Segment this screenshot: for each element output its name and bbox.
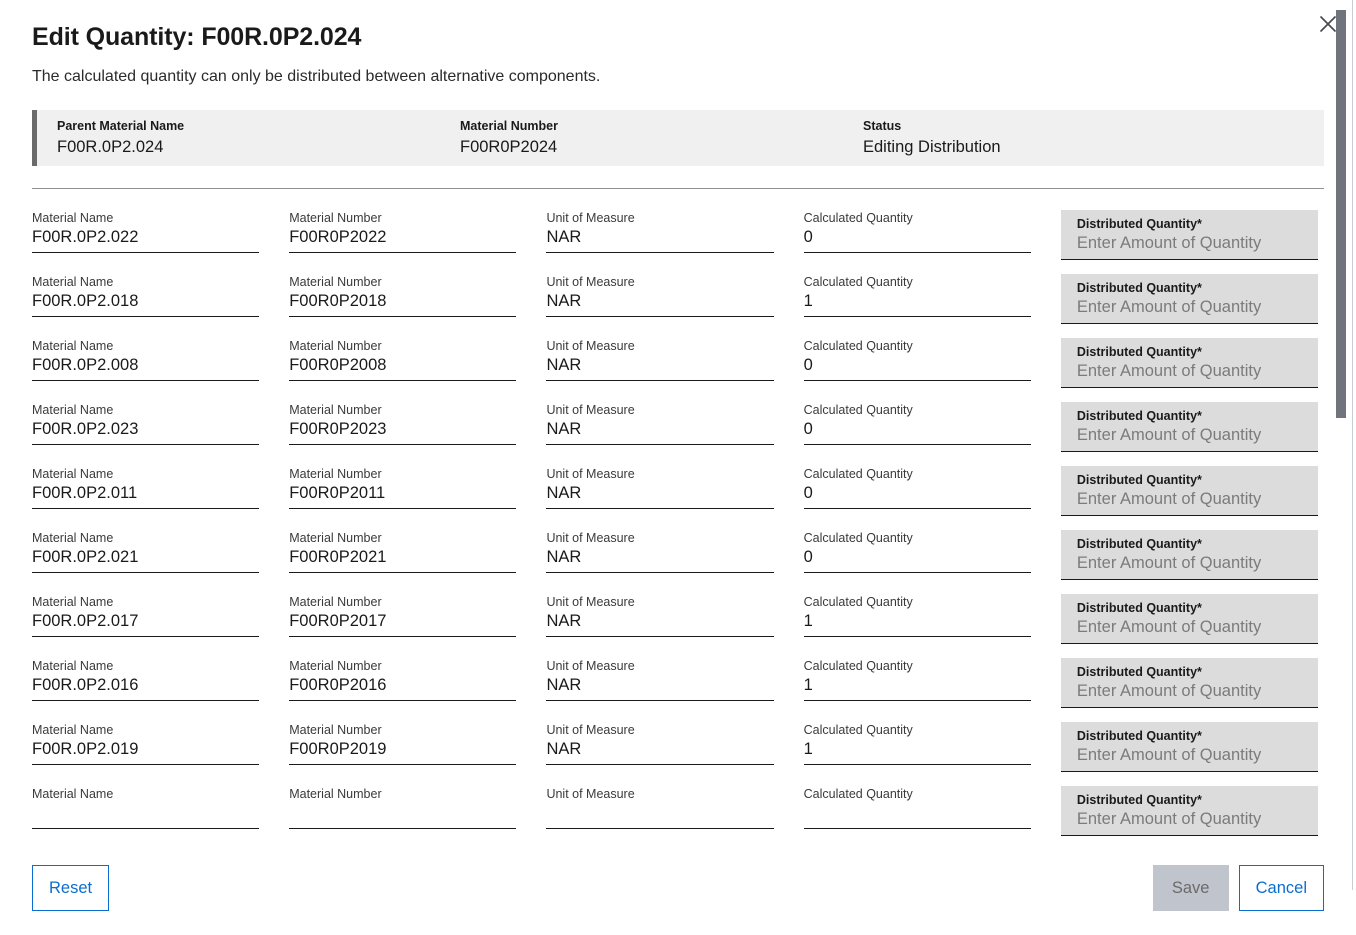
dialog-subtitle: The calculated quantity can only be distributed between alternative components. xyxy=(32,68,601,85)
cell-material-number xyxy=(289,393,546,457)
cell-unit-of-measure xyxy=(546,585,803,649)
material-number-field xyxy=(289,722,516,765)
calculated-quantity-label: Calculated Quantity xyxy=(803,211,913,225)
cell-calculated-quantity xyxy=(804,521,1061,585)
reset-button[interactable]: Reset xyxy=(32,865,109,911)
table-row xyxy=(32,457,1332,521)
distributed-quantity-label: Distributed Quantity* xyxy=(1076,473,1202,487)
table-row xyxy=(32,393,1332,457)
calculated-quantity-field xyxy=(804,658,1031,701)
unit-of-measure-field xyxy=(546,466,773,509)
material-name-value: F00R.0P2.011 xyxy=(32,484,138,502)
material-number-value xyxy=(289,802,516,825)
scrollbar-thumb[interactable] xyxy=(1336,10,1346,418)
cell-material-number xyxy=(289,585,546,649)
unit-of-measure-value: NAR xyxy=(546,292,582,310)
cancel-button[interactable]: Cancel xyxy=(1239,865,1324,911)
unit-of-measure-value: NAR xyxy=(546,228,582,246)
unit-of-measure-value: NAR xyxy=(546,612,582,630)
distributed-quantity-field[interactable] xyxy=(1061,466,1318,516)
calculated-quantity-label: Calculated Quantity xyxy=(803,403,913,417)
distributed-quantity-label: Distributed Quantity* xyxy=(1076,217,1202,231)
material-name-value: F00R.0P2.019 xyxy=(32,740,139,758)
cell-material-number xyxy=(289,329,546,393)
distributed-quantity-label: Distributed Quantity* xyxy=(1076,729,1202,743)
calculated-quantity-field xyxy=(804,466,1031,509)
dialog-footer xyxy=(0,841,1356,935)
material-name-value: F00R.0P2.021 xyxy=(32,548,139,566)
cell-unit-of-measure xyxy=(546,713,803,777)
cell-material-name xyxy=(32,649,289,713)
unit-of-measure-label: Unit of Measure xyxy=(546,531,635,545)
calculated-quantity-label: Calculated Quantity xyxy=(803,275,913,289)
material-number-label: Material Number xyxy=(289,531,382,545)
distributed-quantity-input[interactable] xyxy=(1077,680,1302,703)
unit-of-measure-value xyxy=(546,802,773,825)
parent-info-strip xyxy=(32,110,1324,166)
unit-of-measure-value: NAR xyxy=(546,420,582,438)
material-name-label: Material Name xyxy=(32,467,114,481)
unit-of-measure-value: NAR xyxy=(546,548,582,566)
unit-of-measure-field xyxy=(546,722,773,765)
cell-unit-of-measure xyxy=(546,201,803,265)
cell-distributed-quantity xyxy=(1061,393,1332,457)
calculated-quantity-label: Calculated Quantity xyxy=(803,595,913,609)
material-number-field xyxy=(289,594,516,637)
calculated-quantity-field xyxy=(804,594,1031,637)
calculated-quantity-label: Calculated Quantity xyxy=(803,787,913,801)
unit-of-measure-value: NAR xyxy=(546,676,582,694)
unit-of-measure-label: Unit of Measure xyxy=(546,403,635,417)
distributed-quantity-field[interactable] xyxy=(1061,722,1318,772)
material-number-value: F00R0P2016 xyxy=(289,676,387,694)
material-name-field xyxy=(32,786,259,829)
parent-material-number-label: Material Number xyxy=(460,119,558,133)
distributed-quantity-input[interactable] xyxy=(1077,296,1302,319)
distributed-quantity-input[interactable] xyxy=(1077,808,1302,831)
distributed-quantity-label: Distributed Quantity* xyxy=(1076,601,1202,615)
unit-of-measure-field xyxy=(546,338,773,381)
save-button[interactable]: Save xyxy=(1153,865,1229,911)
calculated-quantity-label: Calculated Quantity xyxy=(803,531,913,545)
material-number-value: F00R0P2017 xyxy=(289,612,387,630)
vertical-scrollbar[interactable] xyxy=(1336,0,1346,890)
material-name-value: F00R.0P2.023 xyxy=(32,420,139,438)
material-name-field xyxy=(32,594,259,637)
calculated-quantity-value: 0 xyxy=(803,420,813,438)
cell-calculated-quantity xyxy=(804,585,1061,649)
calculated-quantity-value xyxy=(804,802,1031,825)
distributed-quantity-label: Distributed Quantity* xyxy=(1076,281,1202,295)
material-name-field xyxy=(32,274,259,317)
cell-calculated-quantity xyxy=(804,457,1061,521)
material-number-field xyxy=(289,658,516,701)
distributed-quantity-input[interactable] xyxy=(1077,232,1302,255)
distributed-quantity-input[interactable] xyxy=(1077,360,1302,383)
material-name-label: Material Name xyxy=(32,787,114,801)
table-row xyxy=(32,201,1332,265)
calculated-quantity-value: 1 xyxy=(803,740,813,758)
unit-of-measure-value: NAR xyxy=(546,740,582,758)
material-name-field xyxy=(32,402,259,445)
table-row xyxy=(32,521,1332,585)
calculated-quantity-label: Calculated Quantity xyxy=(803,339,913,353)
cell-distributed-quantity xyxy=(1061,201,1332,265)
calculated-quantity-value: 0 xyxy=(803,484,813,502)
cell-unit-of-measure xyxy=(546,649,803,713)
unit-of-measure-field xyxy=(546,402,773,445)
calculated-quantity-field xyxy=(804,786,1031,829)
cell-distributed-quantity xyxy=(1061,521,1332,585)
cell-material-name xyxy=(32,777,289,841)
cell-material-name xyxy=(32,265,289,329)
cell-distributed-quantity xyxy=(1061,649,1332,713)
material-name-field xyxy=(32,530,259,573)
material-name-label: Material Name xyxy=(32,275,114,289)
cell-unit-of-measure xyxy=(546,329,803,393)
distributed-quantity-label: Distributed Quantity* xyxy=(1076,665,1202,679)
cell-distributed-quantity xyxy=(1061,585,1332,649)
material-number-field xyxy=(289,210,516,253)
material-name-field xyxy=(32,338,259,381)
unit-of-measure-field xyxy=(546,274,773,317)
material-name-value: F00R.0P2.022 xyxy=(32,228,139,246)
material-name-label: Material Name xyxy=(32,723,114,737)
component-rows-list[interactable] xyxy=(32,189,1332,841)
cell-calculated-quantity xyxy=(804,329,1061,393)
material-number-field xyxy=(289,338,516,381)
cell-material-name xyxy=(32,457,289,521)
cell-material-name xyxy=(32,201,289,265)
unit-of-measure-label: Unit of Measure xyxy=(546,659,635,673)
cell-material-name xyxy=(32,329,289,393)
unit-of-measure-label: Unit of Measure xyxy=(546,211,635,225)
distributed-quantity-label: Distributed Quantity* xyxy=(1076,345,1202,359)
cell-distributed-quantity xyxy=(1061,777,1332,841)
table-row xyxy=(32,585,1332,649)
material-name-label: Material Name xyxy=(32,339,114,353)
cell-unit-of-measure xyxy=(546,777,803,841)
cell-material-name xyxy=(32,585,289,649)
dialog-right-edge xyxy=(1352,0,1353,890)
dialog-header xyxy=(0,0,1356,88)
cell-unit-of-measure xyxy=(546,521,803,585)
unit-of-measure-field xyxy=(546,786,773,829)
material-number-value: F00R0P2018 xyxy=(289,292,387,310)
distributed-quantity-field[interactable] xyxy=(1061,530,1318,580)
unit-of-measure-label: Unit of Measure xyxy=(546,723,635,737)
table-row xyxy=(32,713,1332,777)
material-name-label: Material Name xyxy=(32,211,114,225)
unit-of-measure-label: Unit of Measure xyxy=(546,595,635,609)
calculated-quantity-field xyxy=(804,530,1031,573)
cell-unit-of-measure xyxy=(546,393,803,457)
unit-of-measure-label: Unit of Measure xyxy=(546,339,635,353)
calculated-quantity-label: Calculated Quantity xyxy=(803,659,913,673)
distributed-quantity-field[interactable] xyxy=(1061,594,1318,644)
distributed-quantity-field[interactable] xyxy=(1061,658,1318,708)
distributed-quantity-input[interactable] xyxy=(1077,424,1302,447)
material-name-field xyxy=(32,210,259,253)
cell-unit-of-measure xyxy=(546,265,803,329)
material-number-value: F00R0P2008 xyxy=(289,356,387,374)
cell-material-number xyxy=(289,649,546,713)
unit-of-measure-value: NAR xyxy=(546,356,582,374)
cell-material-number xyxy=(289,457,546,521)
material-number-field xyxy=(289,402,516,445)
calculated-quantity-field xyxy=(804,338,1031,381)
table-row xyxy=(32,777,1332,841)
material-name-label: Material Name xyxy=(32,531,114,545)
distributed-quantity-input[interactable] xyxy=(1077,552,1302,575)
parent-material-number-value: F00R0P2024 xyxy=(460,138,558,156)
close-icon xyxy=(1319,15,1337,33)
material-name-field xyxy=(32,466,259,509)
parent-status-field xyxy=(863,118,1163,158)
parent-status-label: Status xyxy=(863,119,902,133)
table-row xyxy=(32,649,1332,713)
calculated-quantity-value: 0 xyxy=(803,228,813,246)
unit-of-measure-value: NAR xyxy=(546,484,582,502)
cell-calculated-quantity xyxy=(804,713,1061,777)
material-number-field xyxy=(289,530,516,573)
material-name-value: F00R.0P2.008 xyxy=(32,356,139,374)
page-title: Edit Quantity: F00R.0P2.024 xyxy=(32,23,362,51)
cell-calculated-quantity xyxy=(804,649,1061,713)
parent-material-name-value: F00R.0P2.024 xyxy=(57,138,164,156)
distributed-quantity-input[interactable] xyxy=(1077,488,1302,511)
calculated-quantity-field xyxy=(804,210,1031,253)
material-number-label: Material Number xyxy=(289,403,382,417)
calculated-quantity-value: 1 xyxy=(803,612,813,630)
unit-of-measure-field xyxy=(546,594,773,637)
material-number-field xyxy=(289,786,516,829)
close-icon-button[interactable] xyxy=(1308,8,1348,40)
calculated-quantity-value: 0 xyxy=(803,548,813,566)
cell-distributed-quantity xyxy=(1061,713,1332,777)
unit-of-measure-label: Unit of Measure xyxy=(546,787,635,801)
cell-calculated-quantity xyxy=(804,777,1061,841)
material-name-value: F00R.0P2.018 xyxy=(32,292,139,310)
cell-unit-of-measure xyxy=(546,457,803,521)
material-number-value: F00R0P2022 xyxy=(289,228,387,246)
unit-of-measure-label: Unit of Measure xyxy=(546,275,635,289)
cell-material-name xyxy=(32,521,289,585)
material-number-label: Material Number xyxy=(289,211,382,225)
calculated-quantity-field xyxy=(804,722,1031,765)
material-number-field xyxy=(289,274,516,317)
material-name-value: F00R.0P2.017 xyxy=(32,612,139,630)
cell-material-number xyxy=(289,713,546,777)
calculated-quantity-value: 0 xyxy=(803,356,813,374)
distributed-quantity-input[interactable] xyxy=(1077,616,1302,639)
material-name-value: F00R.0P2.016 xyxy=(32,676,139,694)
material-name-label: Material Name xyxy=(32,403,114,417)
distributed-quantity-field[interactable] xyxy=(1061,210,1318,260)
material-number-field xyxy=(289,466,516,509)
distributed-quantity-label: Distributed Quantity* xyxy=(1076,537,1202,551)
distributed-quantity-field[interactable] xyxy=(1061,402,1318,452)
material-name-field xyxy=(32,722,259,765)
material-number-label: Material Number xyxy=(289,595,382,609)
material-number-label: Material Number xyxy=(289,659,382,673)
cell-calculated-quantity xyxy=(804,393,1061,457)
material-name-value xyxy=(32,802,259,825)
calculated-quantity-label: Calculated Quantity xyxy=(803,723,913,737)
parent-material-number-field xyxy=(460,118,863,158)
distributed-quantity-field[interactable] xyxy=(1061,338,1318,388)
cell-material-number xyxy=(289,201,546,265)
distributed-quantity-field[interactable] xyxy=(1061,274,1318,324)
table-row xyxy=(32,329,1332,393)
material-number-label: Material Number xyxy=(289,787,382,801)
parent-material-name-label: Parent Material Name xyxy=(57,119,185,133)
parent-material-name-field xyxy=(57,118,460,158)
material-number-label: Material Number xyxy=(289,467,382,481)
material-number-value: F00R0P2011 xyxy=(289,484,386,502)
status-badge: Editing Distribution xyxy=(863,138,1001,156)
material-number-value: F00R0P2021 xyxy=(289,548,387,566)
material-name-field xyxy=(32,658,259,701)
cell-distributed-quantity xyxy=(1061,329,1332,393)
unit-of-measure-field xyxy=(546,210,773,253)
cell-calculated-quantity xyxy=(804,265,1061,329)
calculated-quantity-label: Calculated Quantity xyxy=(803,467,913,481)
distributed-quantity-input[interactable] xyxy=(1077,744,1302,767)
unit-of-measure-field xyxy=(546,658,773,701)
material-number-label: Material Number xyxy=(289,275,382,289)
cell-distributed-quantity xyxy=(1061,457,1332,521)
calculated-quantity-field xyxy=(804,402,1031,445)
cell-material-name xyxy=(32,393,289,457)
material-number-value: F00R0P2019 xyxy=(289,740,387,758)
cell-material-number xyxy=(289,521,546,585)
calculated-quantity-field xyxy=(804,274,1031,317)
distributed-quantity-field[interactable] xyxy=(1061,786,1318,836)
material-number-label: Material Number xyxy=(289,723,382,737)
unit-of-measure-label: Unit of Measure xyxy=(546,467,635,481)
cell-material-name xyxy=(32,713,289,777)
cell-distributed-quantity xyxy=(1061,265,1332,329)
cell-material-number xyxy=(289,777,546,841)
material-number-label: Material Number xyxy=(289,339,382,353)
distributed-quantity-label: Distributed Quantity* xyxy=(1076,409,1202,423)
cell-calculated-quantity xyxy=(804,201,1061,265)
material-name-label: Material Name xyxy=(32,595,114,609)
calculated-quantity-value: 1 xyxy=(803,676,813,694)
cell-material-number xyxy=(289,265,546,329)
calculated-quantity-value: 1 xyxy=(803,292,813,310)
distributed-quantity-label: Distributed Quantity* xyxy=(1076,793,1202,807)
unit-of-measure-field xyxy=(546,530,773,573)
material-number-value: F00R0P2023 xyxy=(289,420,387,438)
table-row xyxy=(32,265,1332,329)
material-name-label: Material Name xyxy=(32,659,114,673)
